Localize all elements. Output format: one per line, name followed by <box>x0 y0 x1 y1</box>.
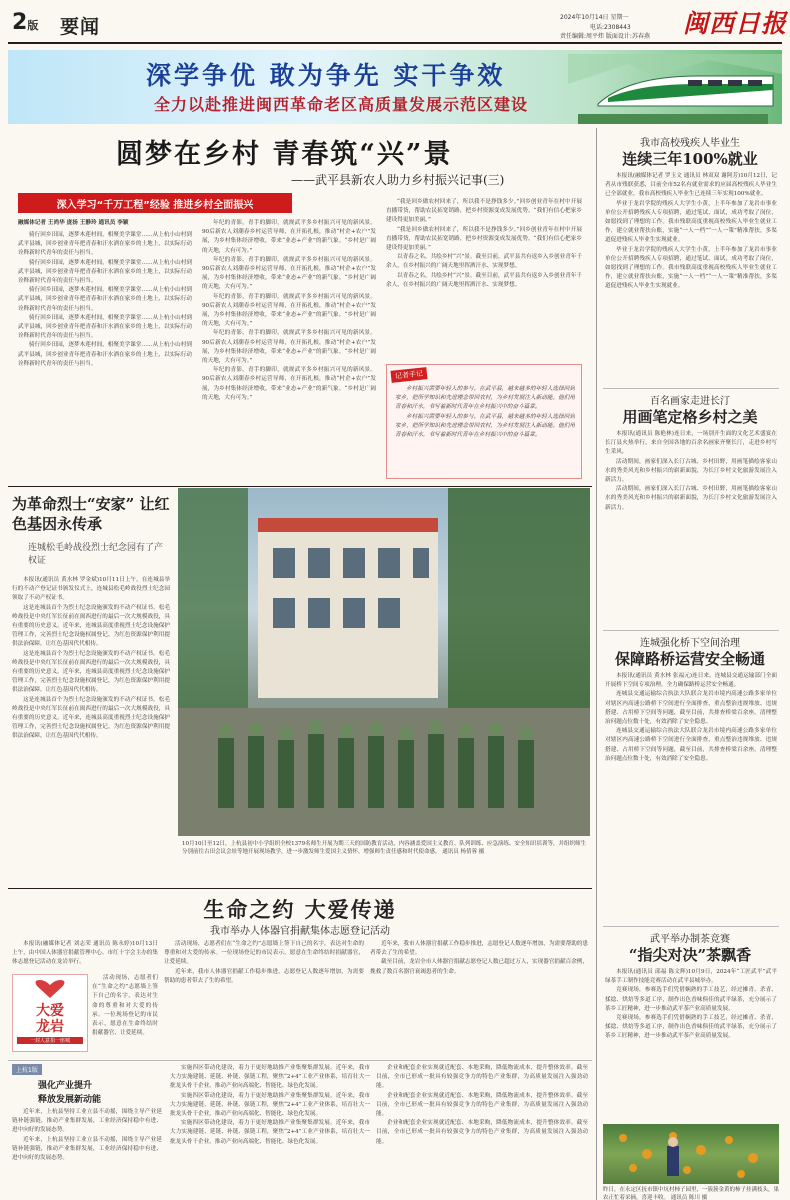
right-article-body: 本报讯(融媒体记者 罗玉文 通讯员 林双双 谢阿芳)10月12日，记者从市残联获悉，目前全市52名有就业需求的应届高校残疾人毕业生已全部就业，我市高校残疾人毕业生已连续三年实现100%就业。 毕业于龙岩学院的残疾人大学生小黄，上半年参加了龙岩市事业单位公开招聘残疾人专项招聘，通过笔试、面试，成功考取了岗位，如愿找到了理想的工作。我市残联高度重视高校残疾人毕业生就业工作，建立就业帮扶台账，实施“一人一档”“一人一策”精准帮扶，多渠道促进残疾人毕业生实现就业。 毕业于龙岩学院的残疾人大学生小黄，上半年参加了龙岩市事业单位公开招聘残疾人专项招聘，通过笔试、面试，成功考取了岗位，如愿找到了理想的工作。我市残联高度重视高校残疾人毕业生就业工作，建立就业帮扶台账，实施“一人一档”“一人一策”精准帮扶，多渠道促进残疾人毕业生实现就业。 <box>605 173 777 290</box>
right-article-title: 保障路桥运营安全畅通 <box>614 650 765 668</box>
students-photo <box>178 488 590 836</box>
reporter-note-body: 乡村振兴需要年轻人的参与。在武平县，越来越多的年轻人选择回到家乡，把所学知识和先进理念带回农村，为乡村发展注入新动能。他们用青春和汗水，书写着新时代青年在乡村振兴中的奋斗篇章。 乡村振兴需要年轻人的参与。在武平县，越来越多的年轻人选择回到家乡，把所学知识和先进理念带回农村，为乡村发展注入新动能。他们用青春和汗水，书写着新时代青年在乡村振兴中的奋斗篇章。 <box>395 386 575 439</box>
industry-title-2: 释放发展新动能 <box>38 1095 102 1105</box>
train-illustration <box>568 54 782 124</box>
donation-column-2: 活动现场，志愿者们在“生命之约”志愿墙上签下自己的名字，表达对生命的尊重和对大爱的传承。一位现场登记的市民表示，愿意在生命终结时捐献器官，让爱延续。 近年来，我市人体器官捐献工作稳步推进，志愿登记人数逐年增加，为需要帮助的患者带去了生的希望。 <box>164 941 364 984</box>
right-article-body: 本报讯(通讯员 邱福 陈文辉)10月9日，2024年“工匠武平”武平绿茶手工制作技能竞赛活动在武平县城举办。 竞赛现场，参赛选手们凭借娴熟的手工技艺，经过摊青、杀青、揉捻、烘焙等多道工序，制作出色香味俱佳的武平绿茶，充分展示了茶乡工匠精神，进一步推动武平茶产业高质量发展。 竞赛现场，参赛选手们凭借娴熟的手工技艺，经过摊青、杀青、揉捻、烘焙等多道工序，制作出色香味俱佳的武平绿茶，充分展示了茶乡工匠精神，进一步推动武平茶产业高质量发展。 <box>605 969 777 1040</box>
lead-column-3: “我是回乡做农村回来了，所以我不是挣钱多少。”回乡创业青年在村中开展直播带货，帮助农民拓宽销路，把乡村资源变成发展优势。“我们有信心把家乡建设得更加美丽。” “我是回乡做农村回来了，所以我不是挣钱多少。”回乡创业青年在村中开展直播带货，帮助农民拓宽销路，把乡村资源变成发展优势。“我们有信心把家乡建设得更加美丽。” 以青春之名，共绘乡村“兴”景。截至目前，武平县共有返乡入乡创业青年千余人，在乡村振兴的广阔天地里挥洒汗水、实现梦想。 以青春之名，共绘乡村“兴”景。截至目前，武平县共有返乡入乡创业青年千余人，在乡村振兴的广阔天地里挥洒汗水、实现梦想。 <box>386 199 582 288</box>
donation-column-3: 近年来，我市人体器官捐献工作稳步推进，志愿登记人数逐年增加，为需要帮助的患者带去了生的希望。 截至目前，龙岩全市人体器官捐献志愿登记人数已超过万人，实现器官捐献百余例，挽救了数百名器官衰竭患者的生命。 <box>370 941 588 975</box>
reporter-note <box>386 364 582 479</box>
lead-subtitle: ——武平县新农人助力乡村振兴记事(三) <box>291 173 505 187</box>
header-phone: 电话:2308443 <box>590 24 631 31</box>
donation-logo <box>12 974 88 1052</box>
page-number: 2版 <box>12 10 39 35</box>
right-article-title: 用画笔定格乡村之美 <box>622 408 758 426</box>
divider <box>603 926 779 927</box>
header-date: 2024年10月14日 星期一 <box>560 14 629 21</box>
martyrs-title: 为革命烈士“安家” 让红色基因永传承 <box>12 495 170 533</box>
persimmon-caption: 昨日，在永定区抚市镇中坑村柿子园里，一簇簇金黄的柿子挂满枝头，果农正忙着采摘，喜迎丰收。 通讯员 陈川 摄 <box>603 1187 779 1200</box>
donation-logo-line2: 龙岩 <box>36 1019 64 1035</box>
donation-logo-line1: 大爱 <box>36 1003 64 1019</box>
martyrs-body: 本报讯(通讯员 黄水林 罗金斌)10月11日上午，在连城县举行的不动产登记证书颁发仪式上，连城县松毛岭战役烈士纪念园领取了不动产权证书。 这是连城县首个为烈士纪念设施颁发的不动产权证书。松毛岭战役是中央红军长征前在闽西进行的最后一次大规模战役，具有重要的历史意义。近年来，连城县高度重视烈士纪念设施保护管理工作，完善烈士纪念设施权属登记，为红色资源保护利用提供法治保障，让红色基因代代相传。 这是连城县首个为烈士纪念设施颁发的不动产权证书。松毛岭战役是中央红军长征前在闽西进行的最后一次大规模战役，具有重要的历史意义。近年来，连城县高度重视烈士纪念设施保护管理工作，完善烈士纪念设施权属登记，为红色资源保护利用提供法治保障，让红色基因代代相传。 这是连城县首个为烈士纪念设施颁发的不动产权证书。松毛岭战役是中央红军长征前在闽西进行的最后一次大规模战役，具有重要的历史意义。近年来，连城县高度重视烈士纪念设施保护管理工作，完善烈士纪念设施权属登记，为红色资源保护利用提供法治保障，让红色基因代代相传。 <box>12 577 170 740</box>
divider <box>603 630 779 631</box>
lead-tag-text: 深入学习“千万工程”经验 推进乡村全面振兴 <box>56 199 254 211</box>
right-article-bridges <box>597 632 783 928</box>
industry-title-1: 强化产业提升 <box>38 1081 93 1091</box>
martyrs-article <box>8 488 172 888</box>
reporter-note-title: 记者手记 <box>390 367 427 383</box>
lead-article <box>8 128 592 484</box>
right-article-title: “指尖对决”茶飘香 <box>628 946 752 964</box>
right-article-body: 本报讯(通讯员 陈艳林)连日来，一场别开生面的文化艺术盛宴在长汀县火热举行，来自全国各地的百余名画家齐聚长汀，走进乡村写生采风。 活动期间，画家们深入长汀古城、乡村田野，用画笔描绘客家山水的秀美风光和乡村振兴的崭新面貌，为长汀乡村文化旅游发展注入新活力。 活动期间，画家们深入长汀古城、乡村田野，用画笔描绘客家山水的秀美风光和乡村振兴的崭新面貌，为长汀乡村文化旅游发展注入新活力。 <box>605 431 777 511</box>
slogan-banner <box>8 50 782 124</box>
industry-article <box>8 1062 592 1200</box>
donation-column-1a: 活动现场，志愿者们在“生命之约”志愿墙上签下自己的名字，表达对生命的尊重和对大爱的传承。一位现场登记的市民表示，愿意在生命终结时捐献器官，让爱延续。 <box>92 975 158 1037</box>
divider <box>603 388 779 389</box>
martyrs-subtitle: 连城松毛岭战役烈士纪念园有了产权证 <box>28 543 164 566</box>
divider <box>8 1060 592 1061</box>
students-photo-credit: 通讯员 杨倩蓉 摄 <box>442 849 485 855</box>
right-column <box>596 128 782 1200</box>
lead-column-1: 骑行回乡田园，逐梦木莲村间，相聚美学课堂……从上杭小山村到武平县城，回乡创业青年把青春和汗水洒在家乡的土地上，以实际行动诠释新时代青年的责任与担当。 骑行回乡田园，逐梦木莲村间，相聚美学课堂……从上杭小山村到武平县城，回乡创业青年把青春和汗水洒在家乡的土地上，以实际行动诠释新时代青年的责任与担当。 骑行回乡田园，逐梦木莲村间，相聚美学课堂……从上杭小山村到武平县城，回乡创业青年把青春和汗水洒在家乡的土地上，以实际行动诠释新时代青年的责任与担当。 骑行回乡田园，逐梦木莲村间，相聚美学课堂……从上杭小山村到武平县城，回乡创业青年把青春和汗水洒在家乡的土地上，以实际行动诠释新时代青年的责任与担当。 骑行回乡田园，逐梦木莲村间，相聚美学课堂……从上杭小山村到武平县城，回乡创业青年把青春和汗水洒在家乡的土地上，以实际行动诠释新时代青年的责任与担当。 <box>18 232 192 367</box>
right-article-kicker: 百名画家走进长汀 <box>650 396 730 407</box>
header-rule <box>8 42 782 44</box>
header-editors: 责任编辑:周平炜 版面设计:苏春燕 <box>560 33 650 40</box>
donation-title: 生命之约 大爱传递 <box>203 897 397 922</box>
industry-column-1: 近年来，上杭县坚持工业立县不动摇，围绕主导产业延链补链强链，推动产业集群发展，工业经济保持稳中有进、进中向好的发展态势。 近年来，上杭县坚持工业立县不动摇，围绕主导产业延链补链强链，推动产业集群发展，工业经济保持稳中有进、进中向好的发展态势。 <box>12 1109 162 1162</box>
heart-icon <box>33 979 67 999</box>
lead-byline: 融媒体记者 王尚华 庞扬 王静玲 通讯员 李颖 <box>18 220 129 226</box>
industry-column-2: 实施四区带动化建设，着力于更好地助推产业集聚集群发展。近年来，我市大力实施建链、延链、补链、强链工程，聚焦“2+4”工业产业体系，培育壮大一批龙头骨干企业，推动产业向高端化、智能化、绿色化发展。 实施四区带动化建设，着力于更好地助推产业集聚集群发展。近年来，我市大力实施建链、延链、补链、强链工程，聚焦“2+4”工业产业体系，培育壮大一批龙头骨干企业，推动产业向高端化、智能化、绿色化发展。 实施四区带动化建设，着力于更好地助推产业集聚集群发展。近年来，我市大力实施建链、延链、补链、强链工程，聚焦“2+4”工业产业体系，培育壮大一批龙头骨干企业，推动产业向高端化、智能化、绿色化发展。 <box>170 1065 370 1145</box>
students-photo-caption: 10月10日至12日，上杭县初中小学组织全校1379名师生开展为期三天的国防教育活动，内容涵盖爱国主义教育、队列训练、应急演练、安全知识培训等，并组织师生分别前往古田会议会址等地开展现场教学，进一步激发师生爱国主义情怀，增强师生责任感和时代使命感。 通讯员 杨倩蓉 摄 <box>182 841 586 855</box>
donation-intro: 本报讯(融媒体记者 刘志荣 通讯员 陈永婷)10月13日上午，由中国人体器官捐献管理中心、市红十字会主办的集体志愿登记活动在龙岩举行。 <box>12 941 158 966</box>
lead-tag <box>18 193 292 213</box>
right-article-employment <box>597 128 783 386</box>
lead-column-2: 年纪的青影，青手的脚印，就规武平多乡村振兴可见的新风景。90后新农人刘潮春乡村运营导师，在开拓扎根，推动“村企+农户”发展，为乡村集体经济增收，带来“业态+产业”的新气象。“乡村是广阔的天地，大有可为。” 年纪的青影，青手的脚印，就规武平多乡村振兴可见的新风景。90后新农人刘潮春乡村运营导师，在开拓扎根，推动“村企+农户”发展，为乡村集体经济增收，带来“业态+产业”的新气象。“乡村是广阔的天地，大有可为。” 年纪的青影，青手的脚印，就规武平多乡村振兴可见的新风景。90后新农人刘潮春乡村运营导师，在开拓扎根，推动“村企+农户”发展，为乡村集体经济增收，带来“业态+产业”的新气象。“乡村是广阔的天地，大有可为。” 年纪的青影，青手的脚印，就规武平多乡村振兴可见的新风景。90后新农人刘潮春乡村运营导师，在开拓扎根，推动“村企+农户”发展，为乡村集体经济增收，带来“业态+产业”的新气象。“乡村是广阔的天地，大有可为。” 年纪的青影，青手的脚印，就规武平多乡村振兴可见的新风景。90后新农人刘潮春乡村运营导师，在开拓扎根，推动“村企+农户”发展，为乡村集体经济增收，带来“业态+产业”的新气象。“乡村是广阔的天地，大有可为。” <box>202 220 376 401</box>
divider-thick <box>8 888 592 889</box>
donation-logo-tag: 一封人意捐一座城 <box>17 1037 83 1044</box>
section-name: 要闻 <box>60 16 101 38</box>
right-article-kicker: 武平举办制茶竞赛 <box>650 934 730 945</box>
right-article-title: 连续三年100%就业 <box>622 150 758 168</box>
persimmon-photo <box>603 1124 779 1184</box>
banner-line-2: 全力以赴推进闽西革命老区高质量发展示范区建设 <box>154 95 529 114</box>
industry-column-3: 企业和配套企业实现就近配套、本地采购，降低物流成本，提升整体效率。截至目前，全市已形成一批具有较强竞争力的特色产业集群，为高质量发展注入强劲动能。 企业和配套企业实现就近配套、本地采购，降低物流成本，提升整体效率。截至目前，全市已形成一批具有较强竞争力的特色产业集群，为高质量发展注入强劲动能。 企业和配套企业实现就近配套、本地采购，降低物流成本，提升整体效率。截至目前，全市已形成一批具有较强竞争力的特色产业集群，为高质量发展注入强劲动能。 <box>376 1065 588 1145</box>
donation-article <box>8 890 592 1058</box>
page-header <box>0 0 790 48</box>
right-article-body: 本报讯(通讯员 黄水林 张福元)连日来，连城县交通运输部门全面开展桥下空间专项治理，全力确保路桥运营安全畅通。 连城县交通运输综合执法大队联合龙岩市境内高速公路多家单位对辖区内高速公路桥下空间进行全面排查，重点整治违规堆放、违规搭建、占用桥下空间等问题，截至目前，共排查桥梁百余座，清理整治问题点位数十处，有效消除了安全隐患。 连城县交通运输综合执法大队联合龙岩市境内高速公路多家单位对辖区内高速公路桥下空间进行全面排查，重点整治违规堆放、违规搭建、占用桥下空间等问题，截至目前，共排查桥梁百余座，清理整治问题点位数十处，有效消除了安全隐患。 <box>605 673 777 762</box>
divider-thick <box>8 486 592 487</box>
donation-subtitle: 我市举办人体器官捐献集体志愿登记活动 <box>210 926 390 937</box>
lead-title: 圆梦在乡村 青春筑“兴”景 <box>116 139 453 170</box>
masthead-logo: 闽西日报 <box>683 9 788 38</box>
banner-line-1: 深学争优 敢为争先 实干争效 <box>146 61 506 90</box>
industry-tag: 上杭1版 <box>12 1064 42 1075</box>
right-article-painters <box>597 390 783 630</box>
right-article-kicker: 我市高校残疾人毕业生 <box>640 138 740 149</box>
right-article-tea <box>597 928 783 1124</box>
right-article-kicker: 连城强化桥下空间治理 <box>640 638 740 649</box>
